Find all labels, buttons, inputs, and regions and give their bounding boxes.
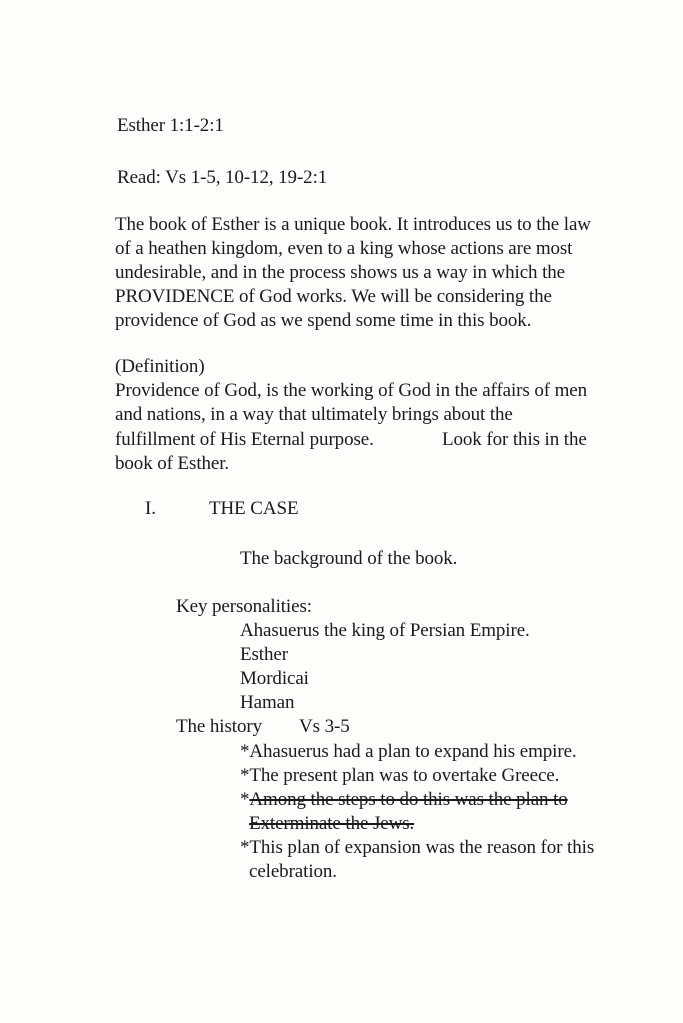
definition-heading: (Definition) [115,356,205,377]
struck-bullet [240,788,568,811]
intro-line-1: The book of Esther is a unique book. It introduces us to the law [115,214,591,235]
personality-item: Mordicai [240,668,309,689]
bullet-marker: * [240,789,250,810]
personality-item: Esther [240,644,288,665]
definition-aside: Look for this in the [442,429,587,450]
history-bullet: *The present plan was to overtake Greece. [240,765,560,786]
key-personalities-label: Key personalities: [176,596,312,617]
section-subheading: The background of the book. [240,548,458,569]
definition-line-1: Providence of God, is the working of God in the affairs of men [115,380,588,401]
history-reference: Vs 3-5 [299,716,350,737]
history-bullet: *This plan of expansion was the reason for this [240,837,595,858]
definition-line-3: fulfillment of His Eternal purpose. [115,429,374,450]
definition-line-2: and nations, in a way that ultimately brings about the [115,404,513,425]
history-bullet-continuation: celebration. [249,861,337,882]
personality-item: Haman [240,692,295,713]
reading-reference: Read: Vs 1-5, 10-12, 19-2:1 [117,167,328,188]
intro-line-3: undesirable, and in the process shows us a way in which the [115,262,565,283]
intro-line-2: of a heathen kingdom, even to a king whose actions are most [115,238,573,259]
intro-line-5: providence of God as we spend some time in this book. [115,310,532,331]
personality-item: Ahasuerus the king of Persian Empire. [240,620,530,641]
struck-text-line-1: Among the steps to do this was the plan to [249,789,568,810]
section-numeral: I. [145,498,156,519]
history-label: The history [176,716,262,737]
struck-text-line-2: Exterminate the Jews. [249,813,415,834]
document-title: Esther 1:1-2:1 [117,115,224,136]
definition-line-4: book of Esther. [115,453,230,474]
section-heading: THE CASE [209,498,299,519]
intro-line-4: PROVIDENCE of God works. We will be considering the [115,286,552,307]
history-bullet: *Ahasuerus had a plan to expand his empire. [240,741,577,762]
